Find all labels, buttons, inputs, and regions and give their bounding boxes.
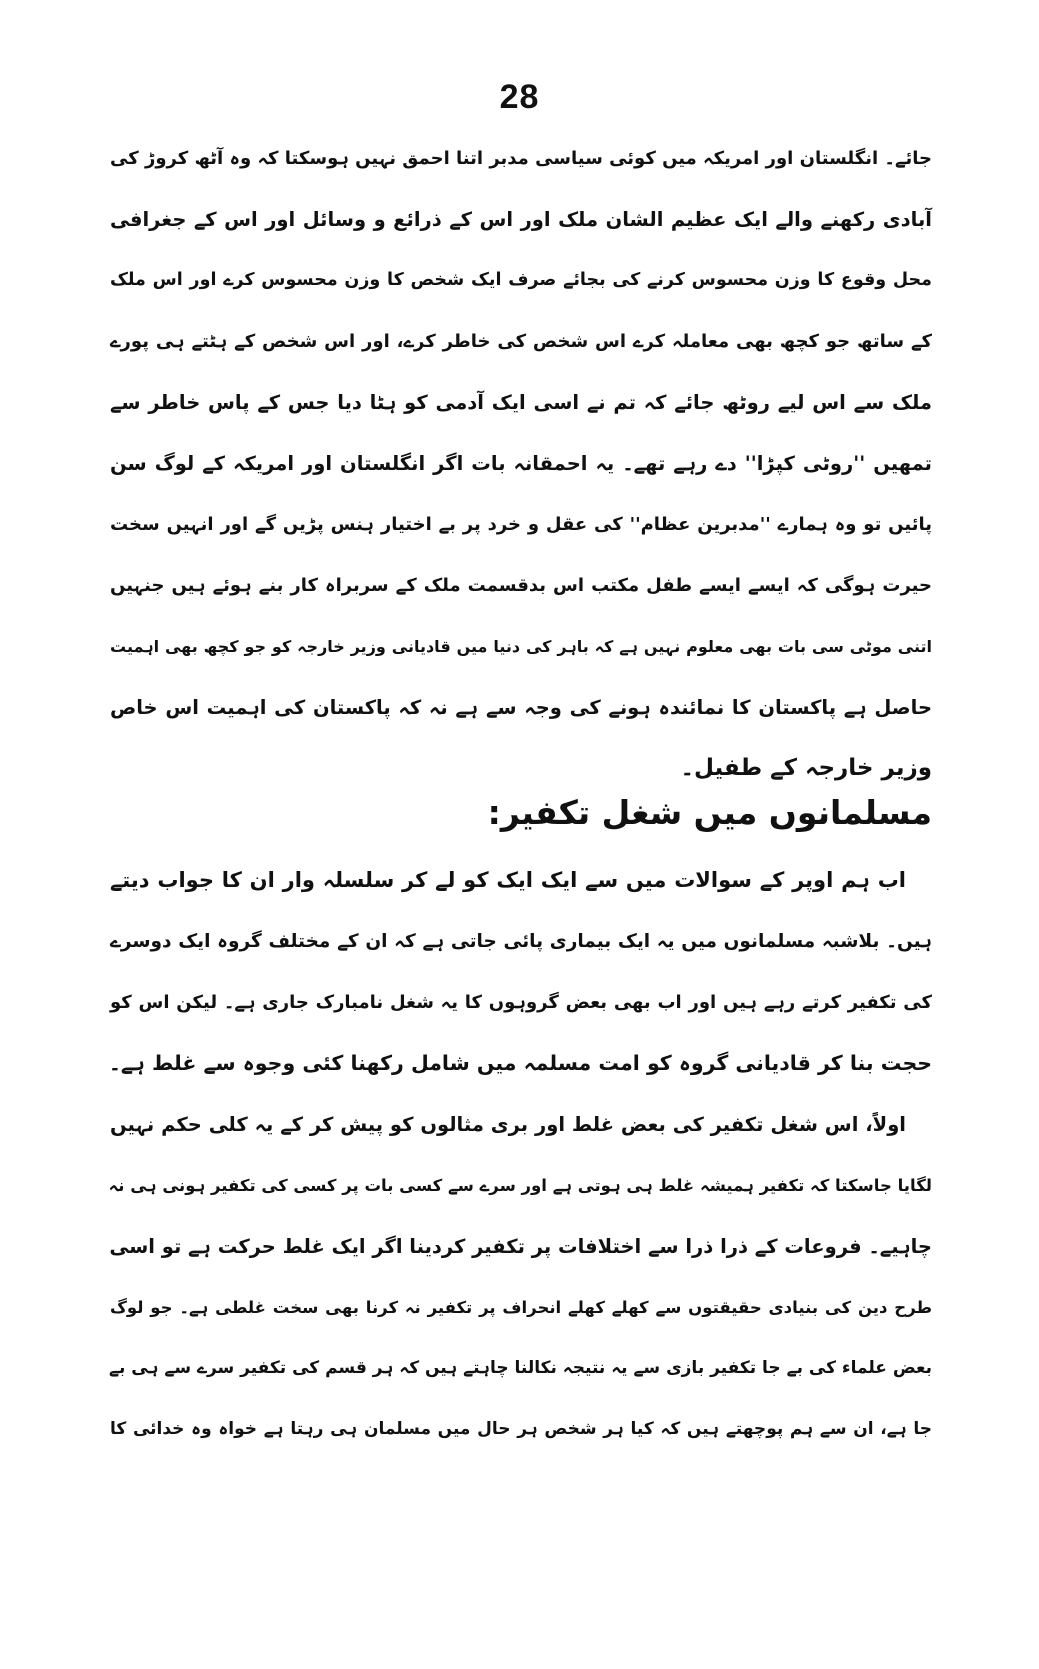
text-line: لگایا جاسکتا کہ تکفیر ہمیشہ غلط ہی ہوتی ہے اور سرے سے کسی بات پر کسی کی تکفیر ہونی ہی نہ — [108, 1176, 932, 1195]
text-line: بعض علماء کی بے جا تکفیر بازی سے یہ نتیجہ نکالنا چاہتے ہیں کہ ہر قسم کی تکفیر سرے سے ہی بے — [109, 1358, 932, 1378]
text-line: جائے۔ انگلستان اور امریکہ میں کوئی سیاسی مدبر اتنا احمق نہیں ہوسکتا کہ وہ آٹھ کروڑ کی — [110, 148, 932, 169]
text-line: حاصل ہے پاکستان کا نمائندہ ہونے کی وجہ سے ہے نہ کہ پاکستان کی اہمیت اس خاص — [110, 696, 932, 719]
text-line: طرح دین کی بنیادی حقیقتوں سے کھلے کھلے انحراف پر تکفیر نہ کرنا بھی سخت غلطی ہے۔ جو لوگ — [110, 1298, 932, 1317]
text-line: تمھیں ''روٹی کپڑا'' دے رہے تھے۔ یہ احمقانہ بات اگر انگلستان اور امریکہ کے لوگ سن — [110, 452, 932, 475]
page-number: 28 — [499, 78, 540, 116]
text-line: جا ہے، ان سے ہم پوچھتے ہیں کہ کیا ہر شخص ہر حال میں مسلمان ہی رہتا ہے خواہ وہ خدائی کا — [110, 1419, 932, 1439]
paragraph-section-2 — [110, 850, 932, 1460]
text-line: وزیر خارجہ کے طفیل۔ — [680, 755, 932, 781]
text-line: ہیں۔ بلاشبہ مسلمانوں میں یہ ایک بیماری پائی جاتی ہے کہ ان کے مختلف گروہ ایک دوسرے — [110, 931, 932, 952]
text-line: حیرت ہوگی کہ ایسے ایسے طفل مکتب اس بدقسمت ملک کے سربراہ کار بنے ہوئے ہیں جنہیں — [110, 575, 932, 596]
text-line: اتنی موٹی سی بات بھی معلوم نہیں ہے کہ باہر کی دنیا میں قادیانی وزیر خارجہ کو جو کچھ بھی اہمیت — [110, 637, 932, 656]
text-line: محل وقوع کا وزن محسوس کرنے کی بجائے صرف ایک شخص کا وزن محسوس کرے اور اس ملک — [110, 270, 932, 290]
text-line: ملک سے اس لیے روٹھ جائے کہ تم نے اسی ایک آدمی کو ہٹا دیا جس کے پاس خاطر سے — [110, 391, 932, 414]
paragraph-section-1 — [110, 128, 932, 799]
text-line: حجت بنا کر قادیانی گروہ کو امت مسلمہ میں شامل رکھنا کئی وجوہ سے غلط ہے۔ — [108, 1051, 932, 1075]
text-line: آبادی رکھنے والے ایک عظیم الشان ملک اور اس کے ذرائع و وسائل اور اس کے جغرافی — [110, 208, 932, 231]
text-line: اولاً، اس شغل تکفیر کی بعض غلط اور بری مثالوں کو پیش کر کے یہ کلی حکم نہیں — [110, 1113, 906, 1136]
text-line: چاہیے۔ فروعات کے ذرا ذرا سے اختلافات پر تکفیر کردینا اگر ایک غلط حرکت ہے تو اسی — [109, 1235, 932, 1258]
text-line: کے ساتھ جو کچھ بھی معاملہ کرے اس شخص کی خاطر کرے، اور اس شخص کے ہٹتے ہی پورے — [110, 331, 932, 352]
text-line: کی تکفیر کرتے رہے ہیں اور اب بھی بعض گروہوں کا یہ شغل نامبارک جاری ہے۔ لیکن اس کو — [110, 992, 932, 1013]
text-line: پائیں تو وہ ہمارے ''مدبرین عظام'' کی عقل و خرد پر بے اختیار ہنس پڑیں گے اور انہیں سخت — [110, 514, 932, 535]
text-line: اب ہم اوپر کے سوالات میں سے ایک ایک کو لے کر سلسلہ وار ان کا جواب دیتے — [110, 868, 906, 892]
section-heading: مسلمانوں میں شغل تکفیر: — [487, 793, 932, 832]
